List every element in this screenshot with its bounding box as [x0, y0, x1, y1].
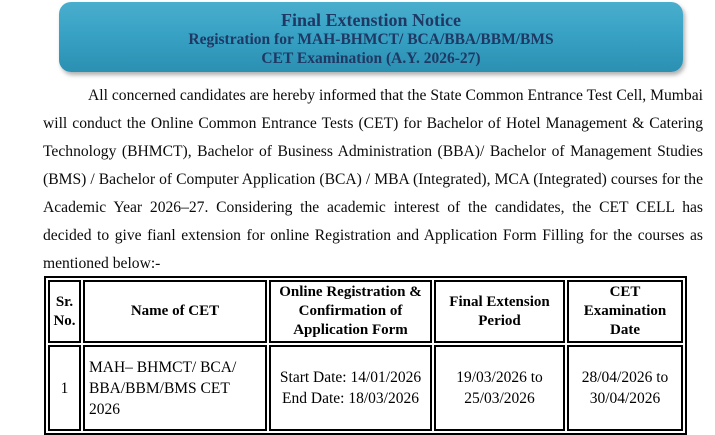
banner-title: Final Extenstion Notice: [281, 10, 461, 30]
registration-start-date: Start Date: 14/01/2026: [279, 369, 422, 386]
cell-final-extension-period: 19/03/2026 to 25/03/2026: [434, 345, 565, 431]
col-header-name-of-cet: Name of CET: [83, 280, 267, 343]
banner-subtitle-registration: Registration for MAH-BHMCT/ BCA/BBA/BBM/BMS: [188, 31, 554, 48]
registration-end-date: End Date: 18/03/2026: [282, 390, 419, 407]
col-header-cet-examination-date: CET Examination Date: [567, 280, 683, 343]
cell-cet-name: MAH– BHMCT/ BCA/ BBA/BBM/BMS CET 2026: [83, 345, 267, 431]
banner-subtitle-exam: CET Examination (A.Y. 2026-27): [261, 49, 481, 67]
table-header-row: [48, 280, 683, 343]
col-header-sr-no: Sr. No.: [48, 280, 81, 343]
cell-sr-no: 1: [48, 345, 81, 431]
col-header-final-extension-period: Final Extension Period: [434, 280, 565, 343]
table-row: [48, 345, 683, 431]
col-header-online-registration: Online Registration & Confirmation of Application Form: [269, 280, 432, 343]
notice-paragraph: All concerned candidates are hereby informed that the State Common Entrance Test Cell, Mumbai will conduct the Online Common Entrance Tests (CET) for Bachelor of Hotel Management & Catering Technology (BHMCT), Bachelor of Business Administration (BBA)/ Bachelor of Management Studies (BMS) / Bachelor of Computer Application (BCA) / MBA (Integrated), MCA (Integrated) courses for the Academic Year 2026–27. Considering the academic interest of the candidates, the CET CELL has decided to give fianl extension for online Registration and Application Form Filling for the courses as mentioned below:-: [43, 87, 703, 272]
cell-registration-dates: [269, 345, 432, 431]
notice-banner: [59, 2, 683, 72]
extension-schedule-table: [44, 276, 687, 435]
cell-cet-examination-date: 28/04/2026 to 30/04/2026: [567, 345, 683, 431]
